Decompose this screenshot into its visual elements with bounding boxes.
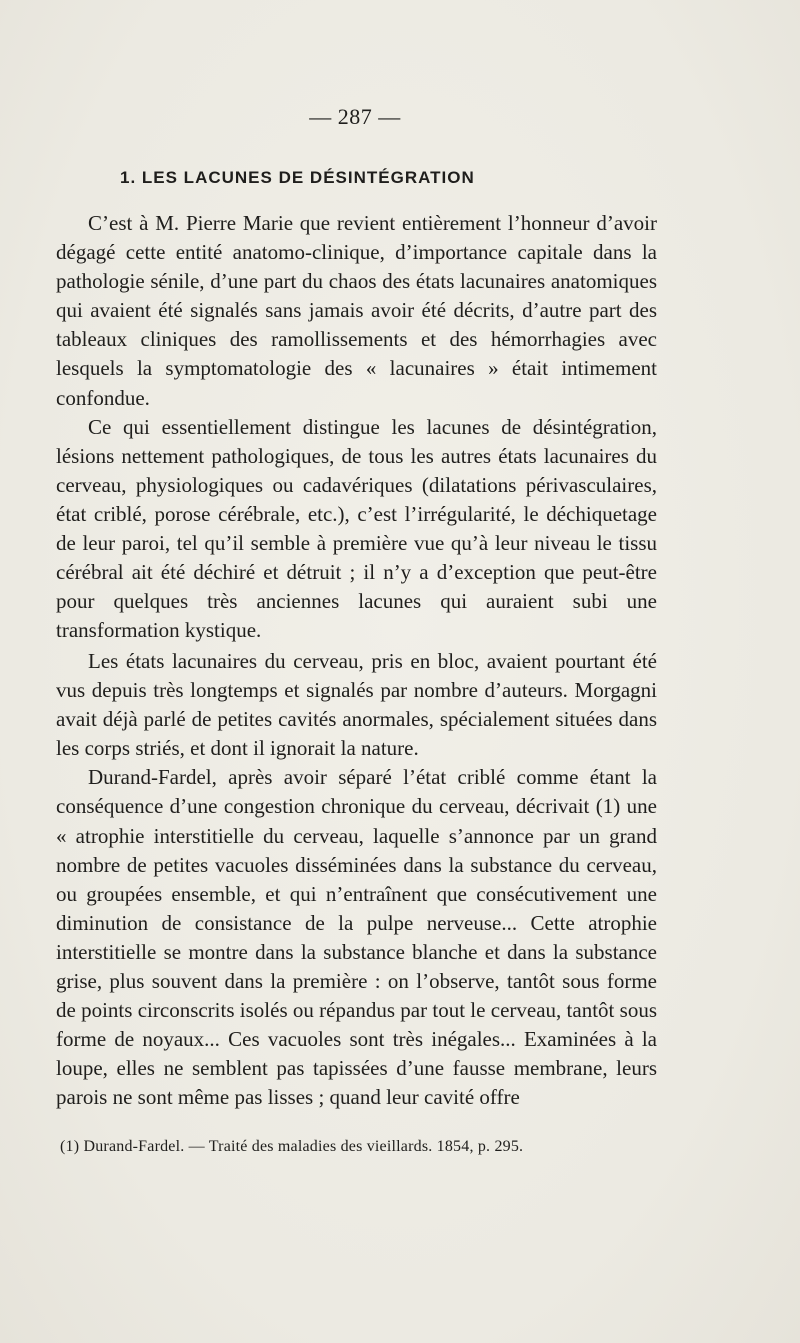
paragraph-4: Durand-Fardel, après avoir séparé l’état criblé comme étant la conséquence d’une congestion chronique du cerveau, décrivait (1) une « atrophie interstitielle du cerveau, laquelle s’annonce par un grand nombre de petites vacuoles disséminées dans la substance du cerveau, ou groupées ensemble, et qui n’entraînent que consécutivement une diminution de consistance de la pulpe nerveuse... Cette atrophie interstitielle se montre dans la substance blanche et dans la substance grise, plus souvent dans la première : on l’observe, tantôt sous forme de points circonscrits isolés ou répandus par tout le cerveau, tantôt sous forme de noyaux... Ces vacuoles sont très inégales... Examinées à la loupe, elles ne semblent pas tapissées d’une fausse membrane, leurs parois ne sont même pas lisses ; quand leur cavité offre (56, 765, 657, 1110)
footnote: (1) Durand-Fardel. — Traité des maladies des vieillards. 1854, p. 295. (60, 1138, 524, 1155)
paragraph-3: Les états lacunaires du cerveau, pris en bloc, avaient pourtant été vus depuis très longtemps et signalés par nombre d’auteurs. Morgagni avait déjà parlé de petites cavités anormales, spécialement situées dans les corps striés, et dont il ignorait la nature. (56, 649, 657, 761)
page-number: — 287 — (309, 104, 401, 129)
text-block-2 (56, 647, 657, 1113)
text-block-1 (56, 209, 657, 645)
paragraph-2: Ce qui essentiellement distingue les lacunes de désintégration, lésions nettement pathologiques, de tous les autres états lacunaires du cerveau, physiologiques ou cadavériques (dilatations périvasculaires, état criblé, porose cérébrale, etc.), c’est l’irrégularité, le déchiquetage de leur paroi, tel qu’il semble à première vue qu’à leur niveau le tissu cérébral ait été déchiré et détruit ; il n’y a d’exception que peut-être pour quelques très anciennes lacunes qui auraient subi une transformation kystique. (56, 414, 657, 643)
section-heading: 1. LES LACUNES DE DÉSINTÉGRATION (120, 168, 475, 187)
paragraph-1: C’est à M. Pierre Marie que revient entièrement l’honneur d’avoir dégagé cette entité anatomo-clinique, d’importance capitale dans la pathologie sénile, d’une part du chaos des états lacunaires anatomiques qui avaient été signalés sans jamais avoir été décrits, d’autre part des tableaux cliniques des ramollissements et des hémorrhagies avec lesquels la symptomatologie des « lacunaires » était intimement confondue. (56, 211, 657, 410)
